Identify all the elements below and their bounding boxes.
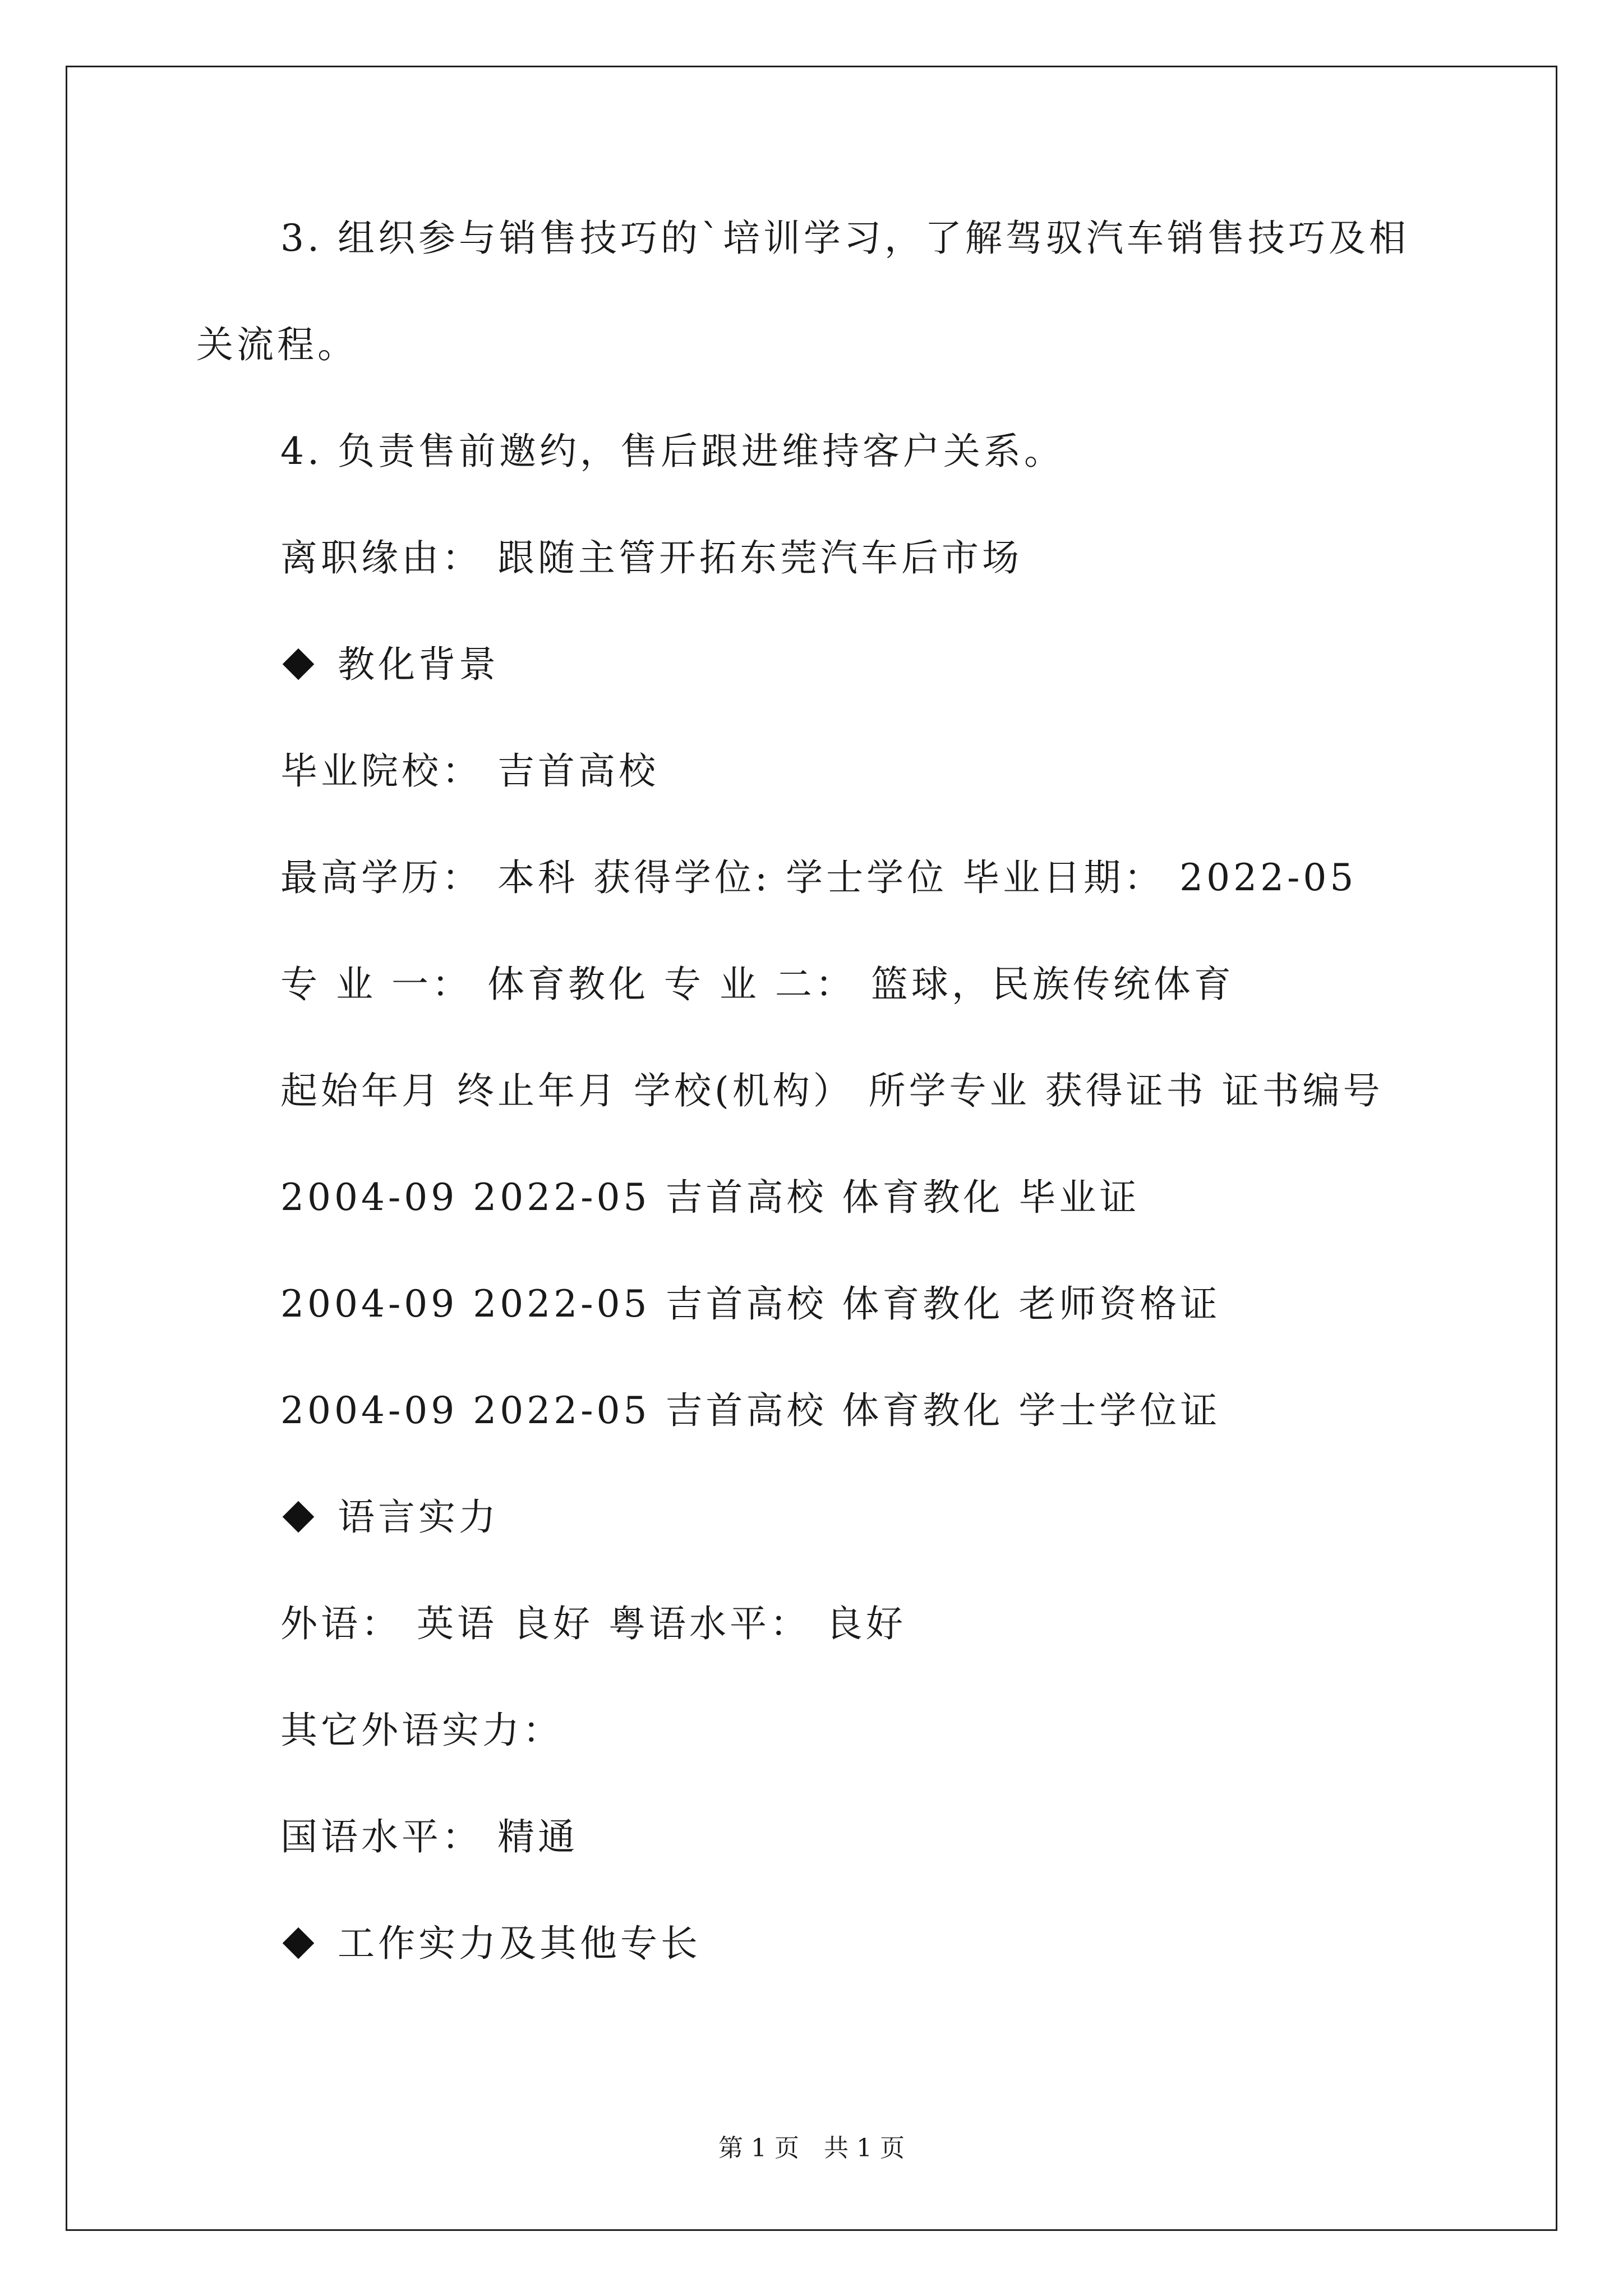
education-majors: 专 业 一： 体育教化 专 业 二： 篮球，民族传统体育 — [280, 963, 1234, 1006]
page-border — [66, 66, 1557, 2231]
language-foreign: 外语： 英语 良好 粤语水平： 良好 — [280, 1602, 906, 1645]
leaving-reason: 离职缘由： 跟随主管开拓东莞汽车后市场 — [280, 536, 1022, 579]
diamond-bullet-icon — [283, 1927, 315, 1959]
language-heading — [280, 1492, 499, 1543]
language-mandarin: 国语水平： 精通 — [280, 1815, 578, 1858]
education-degree: 最高学历： 本科 获得学位: 学士学位 毕业日期： 2022-05 — [280, 856, 1357, 899]
education-school: 毕业院校： 吉首高校 — [280, 749, 659, 793]
education-row: 2004-09 2022-05 吉首高校 体育教化 老师资格证 — [280, 1282, 1221, 1326]
paragraph-item-3b: 关流程。 — [196, 323, 358, 366]
education-heading — [280, 639, 499, 690]
skills-heading — [280, 1918, 701, 1969]
education-table-header: 起始年月 终止年月 学校(机构） 所学专业 获得证书 证书编号 — [280, 1069, 1384, 1112]
language-other: 其它外语实力： — [280, 1709, 563, 1752]
skills-heading-text: 工作实力及其他专长 — [338, 1922, 701, 1965]
education-row: 2004-09 2022-05 吉首高校 体育教化 学士学位证 — [280, 1389, 1221, 1432]
language-heading-text: 语言实力 — [338, 1496, 499, 1539]
education-heading-text: 教化背景 — [338, 643, 499, 686]
diamond-bullet-icon — [283, 648, 315, 680]
diamond-bullet-icon — [283, 1501, 315, 1533]
education-row: 2004-09 2022-05 吉首高校 体育教化 毕业证 — [280, 1176, 1140, 1219]
paragraph-item-4: 4. 负责售前邀约，售后跟进维持客户关系。 — [280, 430, 1064, 473]
page-footer: 第 1 页 共 1 页 — [718, 2134, 905, 2162]
paragraph-item-3a: 3. 组织参与销售技巧的`培训学习，了解驾驭汽车销售技巧及相 — [280, 217, 1409, 260]
